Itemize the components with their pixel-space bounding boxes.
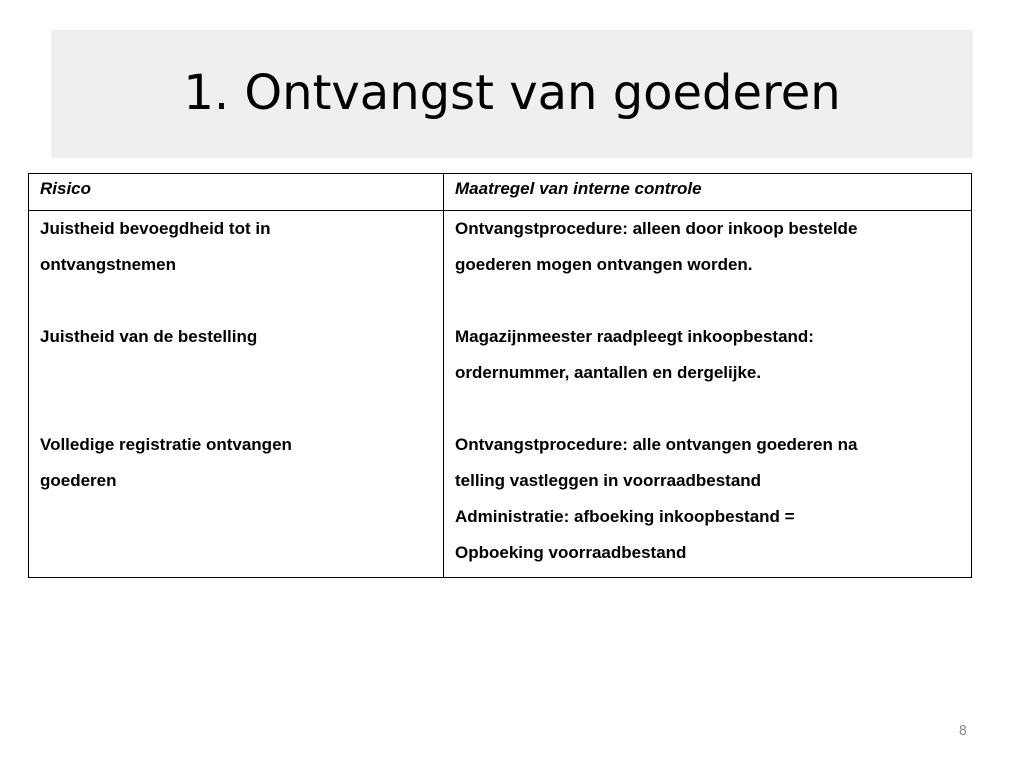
risk-line: Juistheid bevoegdheid tot in [40,219,271,238]
header-risk: Risico [29,174,444,211]
measure-line: goederen mogen ontvangen worden. [455,255,753,274]
measure-line: Ontvangstprocedure: alle ontvangen goederen na [455,435,858,454]
spacer [40,391,435,427]
risk-line: goederen [40,471,117,490]
table-header-row [29,174,972,211]
risk-control-table [28,173,972,578]
spacer [40,283,435,319]
page-number: 8 [958,724,967,739]
table-row [29,211,972,578]
spacer [455,283,963,319]
risk-line: Juistheid van de bestelling [40,327,258,346]
slide-title: 1. Ontvangst van goederen [183,65,841,121]
measure-line: ordernummer, aantallen en dergelijke. [455,363,762,382]
risk-cell [29,211,444,578]
measure-line: Administratie: afboeking inkoopbestand = [455,507,795,526]
measure-line: Magazijnmeester raadpleegt inkoopbestand: [455,327,814,346]
measure-cell [444,211,972,578]
title-box [51,30,973,158]
measure-line: telling vastleggen in voorraadbestand [455,471,762,490]
measure-line: Ontvangstprocedure: alleen door inkoop bestelde [455,219,858,238]
spacer [40,355,435,391]
measure-line: Opboeking voorraadbestand [455,543,687,562]
header-measure: Maatregel van interne controle [444,174,972,211]
risk-line: ontvangstnemen [40,255,177,274]
spacer [455,391,963,427]
risk-line: Volledige registratie ontvangen [40,435,292,454]
